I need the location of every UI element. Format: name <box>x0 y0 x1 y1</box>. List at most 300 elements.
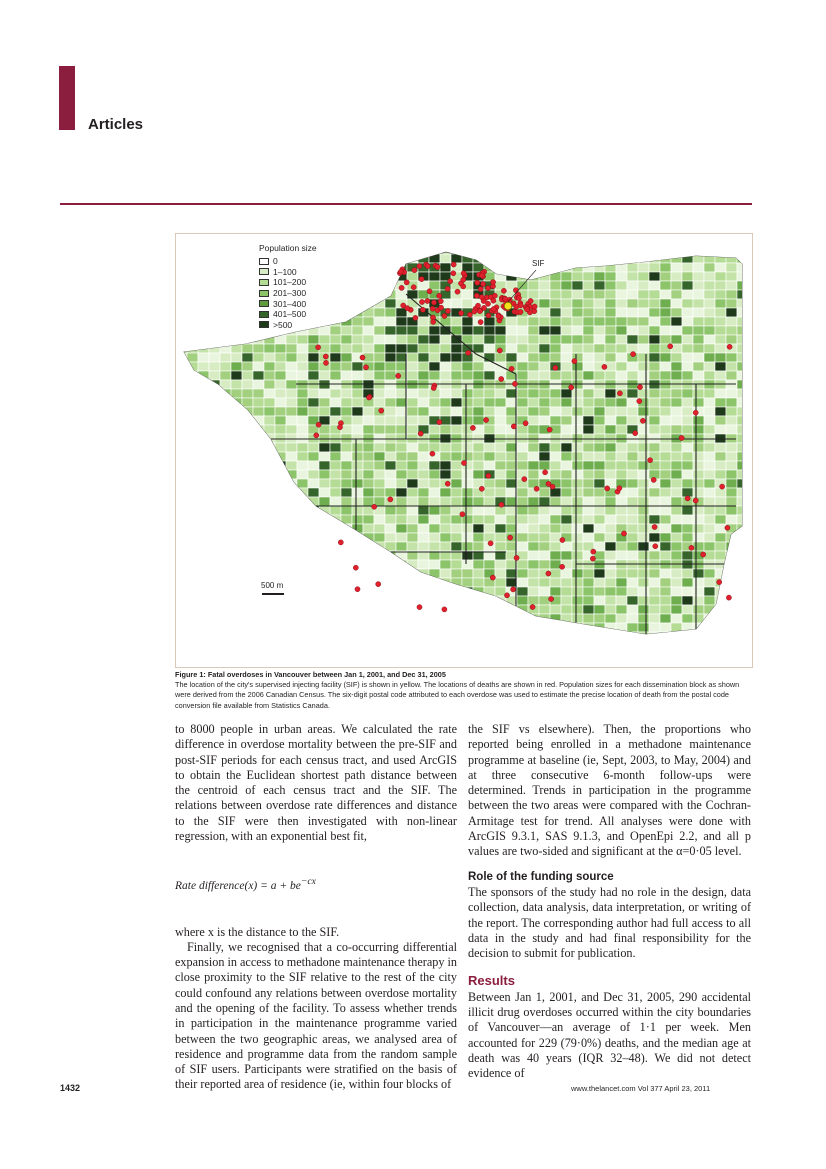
census-block <box>594 308 605 317</box>
overdose-death-point <box>651 477 656 482</box>
census-block <box>363 461 374 470</box>
census-block <box>550 470 561 479</box>
census-block <box>418 389 429 398</box>
overdose-death-point <box>376 582 381 587</box>
census-block <box>605 299 616 308</box>
census-block <box>693 479 704 488</box>
census-block <box>671 326 682 335</box>
census-block <box>528 353 539 362</box>
census-block <box>660 470 671 479</box>
legend-label: 401–500 <box>273 309 307 320</box>
census-block <box>682 506 693 515</box>
census-block <box>484 560 495 569</box>
census-block <box>572 524 583 533</box>
census-block <box>286 380 297 389</box>
census-block <box>605 290 616 299</box>
census-block <box>550 416 561 425</box>
overdose-death-point <box>448 279 453 284</box>
census-block <box>418 542 429 551</box>
census-block <box>638 371 649 380</box>
census-block <box>616 569 627 578</box>
census-block <box>363 425 374 434</box>
overdose-death-point <box>560 564 565 569</box>
census-block <box>539 443 550 452</box>
overdose-death-point <box>481 281 486 286</box>
census-block <box>451 560 462 569</box>
census-block <box>671 443 682 452</box>
census-block <box>627 497 638 506</box>
census-block <box>682 308 693 317</box>
census-block <box>352 398 363 407</box>
census-block <box>253 407 264 416</box>
census-block <box>440 524 451 533</box>
census-block <box>627 587 638 596</box>
census-block <box>297 344 308 353</box>
census-block <box>616 587 627 596</box>
census-block <box>605 578 616 587</box>
overdose-death-point <box>590 556 595 561</box>
census-block <box>726 461 737 470</box>
census-block <box>407 290 418 299</box>
overdose-death-point <box>486 473 491 478</box>
census-block <box>462 416 473 425</box>
census-block <box>517 560 528 569</box>
census-block <box>649 344 660 353</box>
census-block <box>484 506 495 515</box>
census-block <box>704 263 715 272</box>
census-block <box>682 416 693 425</box>
census-block <box>572 281 583 290</box>
census-block <box>704 290 715 299</box>
census-block <box>308 353 319 362</box>
census-block <box>671 362 682 371</box>
census-block <box>539 398 550 407</box>
census-block <box>330 371 341 380</box>
census-block <box>330 470 341 479</box>
census-block <box>418 443 429 452</box>
census-block <box>407 524 418 533</box>
census-block <box>561 596 572 605</box>
census-block <box>473 362 484 371</box>
census-block <box>627 461 638 470</box>
census-block <box>649 533 660 542</box>
census-block <box>572 587 583 596</box>
overdose-death-point <box>461 460 466 465</box>
census-block <box>429 272 440 281</box>
census-block <box>671 317 682 326</box>
census-block <box>429 488 440 497</box>
census-block <box>374 461 385 470</box>
census-block <box>693 587 704 596</box>
census-block <box>627 281 638 290</box>
census-block <box>605 344 616 353</box>
census-block <box>297 425 308 434</box>
census-block <box>561 362 572 371</box>
census-block <box>726 452 737 461</box>
census-block <box>638 524 649 533</box>
census-block <box>440 488 451 497</box>
census-block <box>682 389 693 398</box>
census-block <box>385 470 396 479</box>
census-block <box>605 614 616 623</box>
census-block <box>385 488 396 497</box>
census-block <box>594 335 605 344</box>
census-block <box>726 371 737 380</box>
census-block <box>462 407 473 416</box>
census-block <box>627 542 638 551</box>
census-block <box>638 605 649 614</box>
census-block <box>418 326 429 335</box>
census-block <box>671 551 682 560</box>
census-block <box>319 326 330 335</box>
census-block <box>726 389 737 398</box>
census-block <box>682 371 693 380</box>
census-block <box>704 479 715 488</box>
census-block <box>682 317 693 326</box>
census-block <box>605 470 616 479</box>
legend-item <box>259 256 317 267</box>
census-block <box>319 443 330 452</box>
overdose-death-point <box>316 422 321 427</box>
census-block <box>682 524 693 533</box>
census-block <box>715 353 726 362</box>
census-block <box>594 515 605 524</box>
census-block <box>649 425 660 434</box>
overdose-death-point <box>511 424 516 429</box>
census-block <box>605 407 616 416</box>
census-block <box>374 524 385 533</box>
census-block <box>396 389 407 398</box>
census-block <box>660 317 671 326</box>
census-block <box>451 443 462 452</box>
census-block <box>407 479 418 488</box>
census-block <box>550 461 561 470</box>
census-block <box>627 533 638 542</box>
census-block <box>286 416 297 425</box>
census-block <box>528 398 539 407</box>
census-block <box>363 317 374 326</box>
overdose-death-point <box>621 531 626 536</box>
overdose-death-point <box>461 271 466 276</box>
census-block <box>594 326 605 335</box>
census-block <box>484 488 495 497</box>
census-block <box>352 335 363 344</box>
census-block <box>275 416 286 425</box>
census-block <box>528 425 539 434</box>
overdose-death-point <box>399 285 404 290</box>
census-block <box>715 362 726 371</box>
census-block <box>660 290 671 299</box>
census-block <box>539 344 550 353</box>
census-block <box>605 551 616 560</box>
census-block <box>484 317 495 326</box>
census-block <box>693 317 704 326</box>
census-block <box>649 353 660 362</box>
census-block <box>462 398 473 407</box>
census-block <box>550 533 561 542</box>
census-block <box>330 506 341 515</box>
census-block <box>539 587 550 596</box>
census-block <box>396 542 407 551</box>
census-block <box>539 524 550 533</box>
census-block <box>451 344 462 353</box>
census-block <box>407 416 418 425</box>
census-block <box>495 425 506 434</box>
census-block <box>638 488 649 497</box>
census-block <box>484 515 495 524</box>
census-block <box>506 506 517 515</box>
census-block <box>660 281 671 290</box>
census-block <box>605 326 616 335</box>
census-block <box>693 335 704 344</box>
census-block <box>352 497 363 506</box>
census-block <box>385 452 396 461</box>
census-block <box>517 542 528 551</box>
census-block <box>451 425 462 434</box>
census-block <box>594 443 605 452</box>
census-block <box>418 344 429 353</box>
census-block <box>616 281 627 290</box>
census-block <box>528 461 539 470</box>
census-block <box>671 587 682 596</box>
census-block <box>693 326 704 335</box>
census-block <box>605 587 616 596</box>
census-block <box>231 371 242 380</box>
census-block <box>286 443 297 452</box>
census-block <box>440 533 451 542</box>
census-block <box>715 470 726 479</box>
caption-text: The location of the city's supervised injecting facility (SIF) is shown in yellow. The locations of deaths are shown in red. Population sizes for each dissemination block as shown were derived from the 2006 Canadian Census. The six-digit postal code attributed to each overdose was used to estimate the precise location of death from the postal code conversion file available from Statistics Canada. <box>175 680 740 710</box>
census-block <box>484 533 495 542</box>
census-block <box>660 596 671 605</box>
census-block <box>352 488 363 497</box>
legend-swatch <box>259 311 269 318</box>
census-block <box>616 578 627 587</box>
census-block <box>539 371 550 380</box>
census-block <box>682 344 693 353</box>
census-block <box>473 452 484 461</box>
census-block <box>418 353 429 362</box>
census-block <box>693 596 704 605</box>
census-block <box>583 308 594 317</box>
census-block <box>561 515 572 524</box>
census-block <box>704 515 715 524</box>
figure-caption <box>175 670 755 711</box>
census-block <box>517 317 528 326</box>
census-block <box>616 416 627 425</box>
census-block <box>660 443 671 452</box>
overdose-death-point <box>546 481 551 486</box>
census-block <box>462 497 473 506</box>
census-block <box>528 371 539 380</box>
census-block <box>594 470 605 479</box>
census-block <box>550 317 561 326</box>
census-block <box>473 443 484 452</box>
census-block <box>572 551 583 560</box>
census-block <box>539 452 550 461</box>
census-block <box>528 416 539 425</box>
census-block <box>561 605 572 614</box>
census-block <box>671 398 682 407</box>
census-block <box>726 353 737 362</box>
census-block <box>682 515 693 524</box>
overdose-death-point <box>518 309 523 314</box>
census-block <box>539 506 550 515</box>
census-block <box>649 389 660 398</box>
census-block <box>682 299 693 308</box>
census-block <box>638 533 649 542</box>
census-block <box>385 515 396 524</box>
census-block <box>583 479 594 488</box>
census-block <box>462 335 473 344</box>
census-block <box>550 587 561 596</box>
census-block <box>451 317 462 326</box>
census-block <box>682 407 693 416</box>
census-block <box>561 371 572 380</box>
census-block <box>572 407 583 416</box>
census-block <box>561 578 572 587</box>
census-block <box>671 470 682 479</box>
census-block <box>352 479 363 488</box>
census-block <box>693 578 704 587</box>
census-block <box>429 335 440 344</box>
census-block <box>671 497 682 506</box>
overdose-death-point <box>431 319 436 324</box>
census-block <box>726 479 737 488</box>
census-block <box>418 497 429 506</box>
census-block <box>715 299 726 308</box>
legend-label: 301–400 <box>273 298 307 309</box>
census-block <box>671 308 682 317</box>
overdose-death-point <box>314 433 319 438</box>
census-block <box>660 371 671 380</box>
census-block <box>693 443 704 452</box>
census-block <box>396 533 407 542</box>
scale-label: 500 m <box>261 581 284 590</box>
census-block <box>429 344 440 353</box>
census-block <box>231 353 242 362</box>
census-block <box>550 578 561 587</box>
overdose-death-point <box>532 304 537 309</box>
census-block <box>561 587 572 596</box>
right-column <box>468 722 751 1082</box>
census-block <box>682 290 693 299</box>
census-block <box>495 416 506 425</box>
overdose-death-point <box>355 587 360 592</box>
census-block <box>363 326 374 335</box>
census-block <box>396 497 407 506</box>
census-block <box>605 317 616 326</box>
census-block <box>539 533 550 542</box>
census-block <box>396 425 407 434</box>
census-block <box>418 488 429 497</box>
census-block <box>473 578 484 587</box>
census-block <box>704 524 715 533</box>
census-block <box>550 605 561 614</box>
census-block <box>440 254 451 263</box>
census-block <box>605 524 616 533</box>
census-block <box>682 614 693 623</box>
overdose-death-point <box>438 299 443 304</box>
overdose-death-point <box>701 552 706 557</box>
census-block <box>616 299 627 308</box>
census-block <box>330 398 341 407</box>
census-block <box>583 578 594 587</box>
census-block <box>715 506 726 515</box>
census-block <box>715 389 726 398</box>
census-block <box>660 587 671 596</box>
census-block <box>473 506 484 515</box>
census-block <box>297 461 308 470</box>
census-block <box>264 353 275 362</box>
census-block <box>528 542 539 551</box>
census-block <box>528 515 539 524</box>
overdose-death-point <box>508 535 513 540</box>
overdose-death-point <box>488 541 493 546</box>
census-block <box>407 362 418 371</box>
overdose-death-point <box>459 311 464 316</box>
census-block <box>440 362 451 371</box>
census-block <box>418 371 429 380</box>
census-block <box>396 515 407 524</box>
census-block <box>374 398 385 407</box>
census-block <box>605 272 616 281</box>
overdose-death-point <box>693 498 698 503</box>
census-block <box>572 533 583 542</box>
overdose-death-point <box>560 537 565 542</box>
overdose-death-point <box>372 504 377 509</box>
census-block <box>253 344 264 353</box>
census-block <box>308 371 319 380</box>
census-block <box>583 416 594 425</box>
census-block <box>682 398 693 407</box>
census-block <box>253 362 264 371</box>
census-block <box>286 335 297 344</box>
census-block <box>286 461 297 470</box>
census-block <box>264 344 275 353</box>
census-block <box>638 344 649 353</box>
legend-item <box>259 309 317 320</box>
census-block <box>715 425 726 434</box>
census-block <box>671 524 682 533</box>
census-block <box>517 569 528 578</box>
census-block <box>627 389 638 398</box>
census-block <box>660 623 671 632</box>
census-block <box>693 452 704 461</box>
census-block <box>473 569 484 578</box>
census-block <box>484 362 495 371</box>
census-block <box>616 326 627 335</box>
census-block <box>660 407 671 416</box>
census-block <box>572 605 583 614</box>
census-block <box>407 497 418 506</box>
overdose-death-point <box>543 470 548 475</box>
census-block <box>638 515 649 524</box>
census-block <box>275 398 286 407</box>
census-block <box>506 479 517 488</box>
overdose-death-point <box>353 565 358 570</box>
census-block <box>462 371 473 380</box>
census-block <box>418 515 429 524</box>
census-block <box>528 362 539 371</box>
census-block <box>671 605 682 614</box>
census-block <box>583 398 594 407</box>
census-block <box>638 281 649 290</box>
census-block <box>561 290 572 299</box>
census-block <box>374 479 385 488</box>
census-block <box>704 299 715 308</box>
census-block <box>561 389 572 398</box>
